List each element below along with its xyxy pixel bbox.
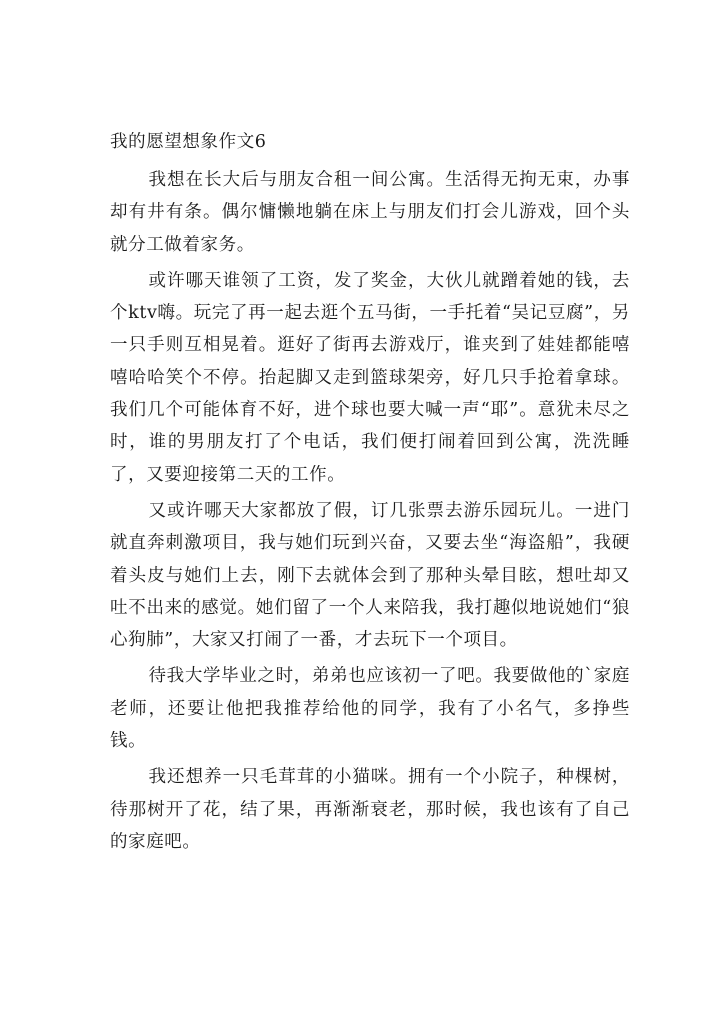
paragraph-2: 或许哪天谁领了工资，发了奖金，大伙儿就蹭着她的钱，去个ktv嗨。玩完了再一起去逛个五马街，一手托着“吴记豆腐”，另一只手则互相晃着。逛好了街再去游戏厅，谁夹到了娃娃都能嘻嘻哈哈笑个不停。抬起脚又走到篮球架旁，好几只手抢着拿球。我们几个可能体育不好，进个球也要大喊一声“耶”。意犹未尽之时，谁的男朋友打了个电话，我们便打闹着回到公寓，洗洗睡了，又要迎接第二天的工作。 [110,270,630,485]
document-title: 我的愿望想象作文6 [110,132,267,152]
paragraph-5: 我还想养一只毛茸茸的小猫咪。拥有一个小院子，种棵树，待那树开了花，结了果，再渐渐衰老，那时候，我也该有了自己的家庭吧。 [110,767,630,852]
document-body [110,126,630,862]
paragraph-1: 我想在长大后与朋友合租一间公寓。生活得无拘无束，办事却有井有条。偶尔慵懒地躺在床上与朋友们打会儿游戏，回个头就分工做着家务。 [110,170,630,255]
paragraph-4: 待我大学毕业之时，弟弟也应该初一了吧。我要做他的`家庭老师，还要让他把我推荐给他的同学，我有了小名气，多挣些钱。 [110,666,630,752]
paragraph-3: 又或许哪天大家都放了假，订几张票去游乐园玩儿。一进门就直奔刺激项目，我与她们玩到兴奋，又要去坐“海盗船”，我硬着头皮与她们上去，刚下去就体会到了那种头晕目眩，想吐却又吐不出来的感觉。她们留了一个人来陪我，我打趣似地说她们“狼心狗肺”，大家又打闹了一番，才去玩下一个项目。 [110,500,630,651]
